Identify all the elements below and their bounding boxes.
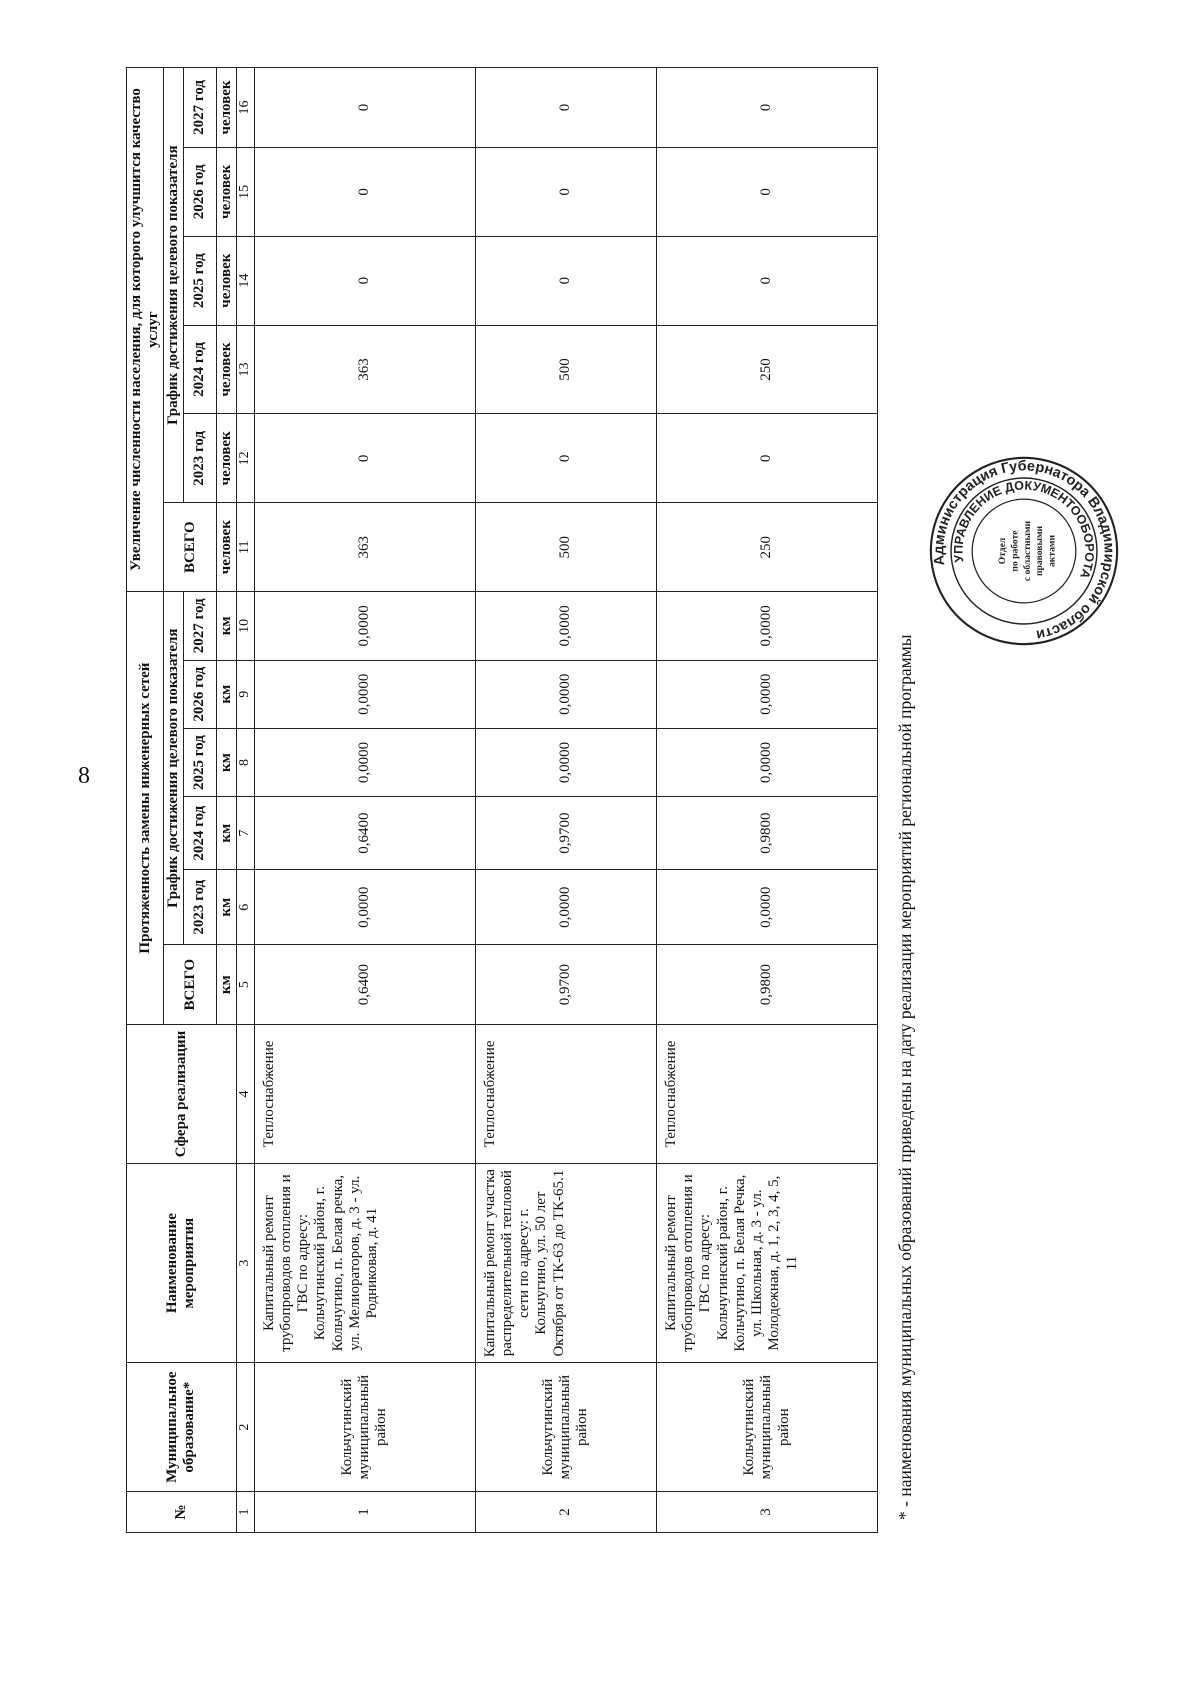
stamp-inner-textpath: УПРАВЛЕНИЕ ДОКУМЕНТООБОРОТА (951, 478, 1097, 581)
column-number: 10 (236, 592, 254, 660)
row-km-total: 0,9800 (656, 945, 877, 1025)
row-event: Капитальный ремонт участка распределительной тепловой сети по адресу: г. Кольчугино, ул. 50 лет Октября от ТК-63 до ТК-65.1 (475, 1163, 656, 1362)
stamp-center-line: Отдел (996, 537, 1008, 565)
row-number: 3 (656, 1492, 877, 1533)
stamp-center (997, 520, 1058, 581)
header-year-2027-people: 2027 год (183, 68, 217, 148)
header-no: № (127, 1492, 237, 1533)
unit-km: км (217, 797, 236, 870)
row-km-2024: 0,9800 (656, 797, 877, 870)
row-km-total: 0,6400 (254, 945, 475, 1025)
table-row (656, 68, 877, 1533)
stamp-center-line: по работе (1009, 530, 1021, 572)
row-km-2026: 0,0000 (475, 660, 656, 728)
row-people-2025: 0 (254, 236, 475, 325)
row-sphere: Теплоснабжение (254, 1025, 475, 1164)
stamp-center-line: с областными (1021, 520, 1033, 582)
unit-people: человек (217, 68, 236, 148)
row-people-2027: 0 (656, 68, 877, 148)
row-people-2023: 0 (475, 414, 656, 503)
row-km-2024: 0,9700 (475, 797, 656, 870)
row-km-2023: 0,0000 (254, 870, 475, 945)
column-number: 6 (236, 870, 254, 945)
header-year-2026-km: 2026 год (183, 660, 217, 728)
column-number: 4 (236, 1025, 254, 1164)
unit-people: человек (217, 503, 236, 592)
row-people-2027: 0 (254, 68, 475, 148)
row-event: Капитальный ремонт трубопроводов отопления и ГВС по адресу: Кольчугинский район, г. Кольчугино, п. Белая речка, ул. Мелиораторов, д. 3 - ул. Родниковая, д. 41 (254, 1163, 475, 1362)
row-km-2023: 0,0000 (475, 870, 656, 945)
unit-people: человек (217, 147, 236, 236)
column-number: 7 (236, 797, 254, 870)
row-people-2025: 0 (656, 236, 877, 325)
row-number: 2 (475, 1492, 656, 1533)
column-number: 15 (236, 147, 254, 236)
header-population-group: Увеличение численности населения, для которого улучшится качество услуг (127, 68, 164, 592)
header-length-group: Протяженность замены инженерных сетей (127, 592, 164, 1025)
row-people-2023: 0 (254, 414, 475, 503)
row-km-2026: 0,0000 (254, 660, 475, 728)
header-year-2024-people: 2024 год (183, 325, 217, 414)
header-municipality: Муниципальное образование* (127, 1363, 237, 1492)
column-number: 1 (236, 1492, 254, 1533)
row-event: Капитальный ремонт трубопроводов отопления и ГВС по адресу: Кольчугинский район, г. Кольчугино, п. Белая Речка, ул. Школьная, д. 3 - ул. Молодежная, д. 1, 2, 3, 4, 5, 11 (656, 1163, 877, 1362)
row-km-total: 0,9700 (475, 945, 656, 1025)
header-year-2027-km: 2027 год (183, 592, 217, 660)
row-km-2025: 0,0000 (475, 728, 656, 796)
footnote-text: * - наименования муниципальных образований приведены на дату реализации мероприятий региональной программы (895, 634, 915, 1520)
row-km-2027: 0,0000 (475, 592, 656, 660)
header-people-total: ВСЕГО (164, 503, 217, 592)
official-stamp (928, 455, 1120, 647)
unit-km: км (217, 592, 236, 660)
stamp-center-line: правовыми (1034, 526, 1046, 576)
table-row (475, 68, 656, 1533)
column-number: 9 (236, 660, 254, 728)
row-municipality: Кольчугинский муниципальный район (475, 1363, 656, 1492)
row-people-2026: 0 (656, 147, 877, 236)
row-people-total: 250 (656, 503, 877, 592)
header-year-2024-km: 2024 год (183, 797, 217, 870)
row-municipality: Кольчугинский муниципальный район (254, 1363, 475, 1492)
column-number-row (236, 68, 254, 1533)
row-people-2025: 0 (475, 236, 656, 325)
column-number: 13 (236, 325, 254, 414)
column-number: 11 (236, 503, 254, 592)
header-year-2023-km: 2023 год (183, 870, 217, 945)
column-number: 8 (236, 728, 254, 796)
row-people-2024: 250 (656, 325, 877, 414)
column-number: 3 (236, 1163, 254, 1362)
unit-km: км (217, 870, 236, 945)
row-km-2026: 0,0000 (656, 660, 877, 728)
row-municipality: Кольчугинский муниципальный район (656, 1363, 877, 1492)
stamp-outer-textpath: Администрация Губернатора Владимирской области (931, 458, 1117, 643)
header-people-schedule: График достижения целевого показателя (164, 68, 183, 503)
unit-km: км (217, 945, 236, 1025)
header-km-total: ВСЕГО (164, 945, 217, 1025)
header-km-schedule: График достижения целевого показателя (164, 592, 183, 945)
unit-people: человек (217, 414, 236, 503)
row-number: 1 (254, 1492, 475, 1533)
row-people-2027: 0 (475, 68, 656, 148)
unit-people: человек (217, 236, 236, 325)
header-event: Наименование мероприятия (127, 1163, 237, 1362)
header-year-2025-km: 2025 год (183, 728, 217, 796)
header-year-2025-people: 2025 год (183, 236, 217, 325)
header-year-2026-people: 2026 год (183, 147, 217, 236)
unit-people: человек (217, 325, 236, 414)
row-km-2027: 0,0000 (656, 592, 877, 660)
footnote (895, 480, 919, 1520)
page-number: 8 (78, 763, 90, 789)
header-year-2023-people: 2023 год (183, 414, 217, 503)
row-people-2023: 0 (656, 414, 877, 503)
row-sphere: Теплоснабжение (656, 1025, 877, 1164)
table-row (254, 68, 475, 1533)
unit-km: км (217, 660, 236, 728)
row-people-2026: 0 (475, 147, 656, 236)
row-km-2025: 0,0000 (254, 728, 475, 796)
row-people-total: 363 (254, 503, 475, 592)
program-table (126, 67, 878, 1533)
row-people-2026: 0 (254, 147, 475, 236)
column-number: 14 (236, 236, 254, 325)
stamp-center-line: актами (1046, 535, 1058, 567)
row-sphere: Теплоснабжение (475, 1025, 656, 1164)
row-people-2024: 363 (254, 325, 475, 414)
row-km-2023: 0,0000 (656, 870, 877, 945)
header-sphere: Сфера реализации (127, 1025, 237, 1164)
row-km-2024: 0,6400 (254, 797, 475, 870)
unit-km: км (217, 728, 236, 796)
row-km-2025: 0,0000 (656, 728, 877, 796)
column-number: 16 (236, 68, 254, 148)
row-km-2027: 0,0000 (254, 592, 475, 660)
row-people-total: 500 (475, 503, 656, 592)
column-number: 5 (236, 945, 254, 1025)
row-people-2024: 500 (475, 325, 656, 414)
column-number: 12 (236, 414, 254, 503)
column-number: 2 (236, 1363, 254, 1492)
rotated-table-container (126, 67, 878, 1533)
